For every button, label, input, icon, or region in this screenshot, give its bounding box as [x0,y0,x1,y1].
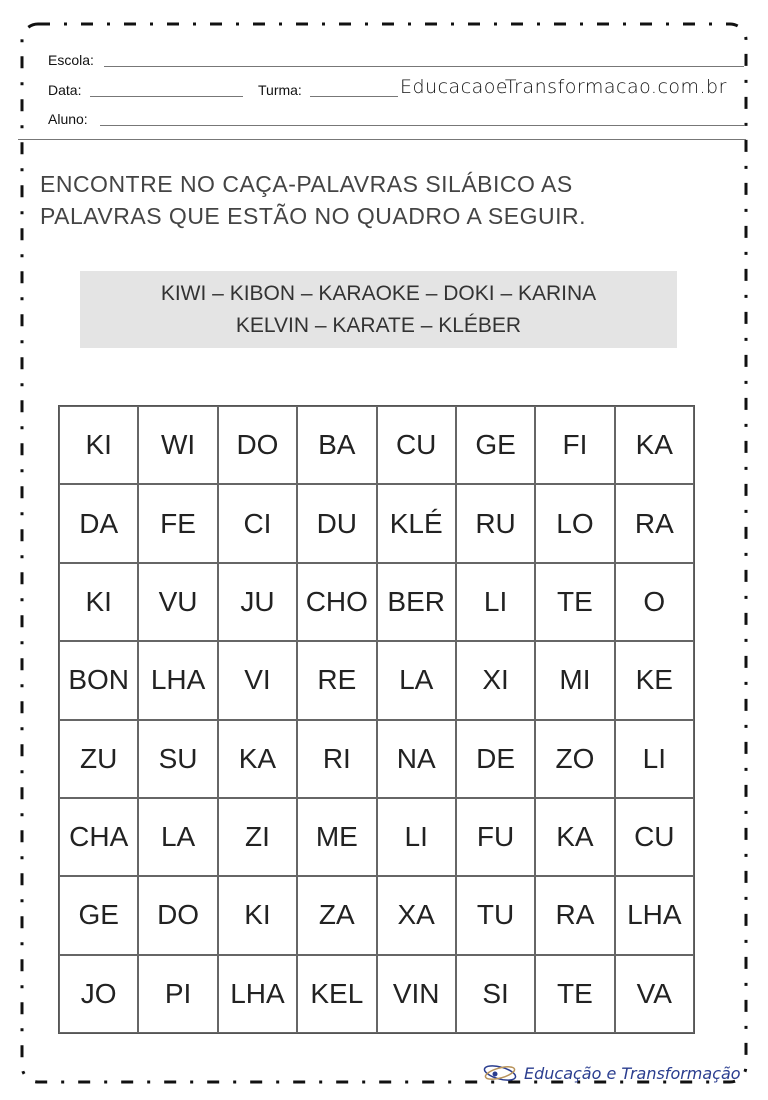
grid-cell[interactable]: RE [297,641,376,719]
instructions-line-2: PALAVRAS QUE ESTÃO NO QUADRO A SEGUIR. [40,203,587,229]
grid-cell[interactable]: ZO [535,720,614,798]
grid-cell[interactable]: WI [138,406,217,484]
grid-cell[interactable]: TU [456,876,535,954]
grid-cell[interactable]: JU [218,563,297,641]
grid-cell[interactable]: ZU [59,720,138,798]
grid-cell[interactable]: SI [456,955,535,1033]
grid-cell[interactable]: KI [59,563,138,641]
grid-cell[interactable]: LA [377,641,456,719]
grid-cell[interactable]: VA [615,955,694,1033]
grid-cell[interactable]: KEL [297,955,376,1033]
class-label: Turma: [258,82,302,98]
grid-cell[interactable]: RA [615,484,694,562]
grid-cell[interactable]: DU [297,484,376,562]
grid-cell[interactable]: KI [218,876,297,954]
grid-cell[interactable]: ZA [297,876,376,954]
grid-cell[interactable]: SU [138,720,217,798]
grid-cell[interactable]: MI [535,641,614,719]
website-text: EducacaoeTransformacao.com.br [400,76,727,98]
grid-cell[interactable]: CU [615,798,694,876]
orbit-logo-icon [482,1062,518,1084]
grid-cell[interactable]: CHA [59,798,138,876]
grid-cell[interactable]: LI [456,563,535,641]
grid-cell[interactable]: DO [218,406,297,484]
school-label: Escola: [48,52,94,68]
grid-cell[interactable]: GE [59,876,138,954]
date-label: Data: [48,82,82,98]
grid-cell[interactable]: KA [218,720,297,798]
grid-cell[interactable]: RA [535,876,614,954]
grid-cell[interactable]: ZI [218,798,297,876]
word-search-grid [58,405,695,1034]
grid-cell[interactable]: KE [615,641,694,719]
logo-text: Educação e Transformação [524,1063,741,1083]
grid-cell[interactable]: VI [218,641,297,719]
grid-cell[interactable]: DO [138,876,217,954]
grid-cell[interactable]: TE [535,955,614,1033]
grid-cell[interactable]: XA [377,876,456,954]
grid-cell[interactable]: FE [138,484,217,562]
instructions [40,168,586,232]
class-field[interactable] [310,96,398,97]
student-field[interactable] [100,125,745,126]
grid-cell[interactable]: O [615,563,694,641]
grid-cell[interactable]: ME [297,798,376,876]
word-bank-line-1: KIWI – KIBON – KARAOKE – DOKI – KARINA [160,282,597,305]
grid-cell[interactable]: LHA [218,955,297,1033]
grid-cell[interactable]: KLÉ [377,484,456,562]
grid-cell[interactable]: CI [218,484,297,562]
grid-cell[interactable]: FU [456,798,535,876]
student-label: Aluno: [48,111,88,127]
grid-cell[interactable]: LI [615,720,694,798]
grid-cell[interactable]: TE [535,563,614,641]
word-bank-line-2: KELVIN – KARATE – KLÉBER [235,314,522,337]
header-divider [18,139,746,140]
grid-cell[interactable]: JO [59,955,138,1033]
grid-cell[interactable]: VIN [377,955,456,1033]
grid-cell[interactable]: GE [456,406,535,484]
grid-cell[interactable]: RI [297,720,376,798]
grid-cell[interactable]: LI [377,798,456,876]
grid-cell[interactable]: BON [59,641,138,719]
grid-cell[interactable]: NA [377,720,456,798]
grid-cell[interactable]: LO [535,484,614,562]
instructions-line-1: ENCONTRE NO CAÇA-PALAVRAS SILÁBICO AS [40,171,573,197]
grid-cell[interactable]: CU [377,406,456,484]
grid-cell[interactable]: VU [138,563,217,641]
grid-cell[interactable]: FI [535,406,614,484]
grid-cell[interactable]: BA [297,406,376,484]
grid-cell[interactable]: XI [456,641,535,719]
grid-cell[interactable]: LHA [138,641,217,719]
grid-cell[interactable]: KI [59,406,138,484]
date-field[interactable] [90,96,243,97]
brand-logo [482,1062,741,1084]
school-field[interactable] [104,66,744,67]
grid-cell[interactable]: DA [59,484,138,562]
grid-cell[interactable]: LA [138,798,217,876]
grid-cell[interactable]: CHO [297,563,376,641]
grid-cell[interactable]: RU [456,484,535,562]
word-bank [80,271,677,348]
grid-cell[interactable]: BER [377,563,456,641]
grid-cell[interactable]: DE [456,720,535,798]
grid-cell[interactable]: KA [535,798,614,876]
grid-cell[interactable]: KA [615,406,694,484]
grid-cell[interactable]: LHA [615,876,694,954]
grid-cell[interactable]: PI [138,955,217,1033]
